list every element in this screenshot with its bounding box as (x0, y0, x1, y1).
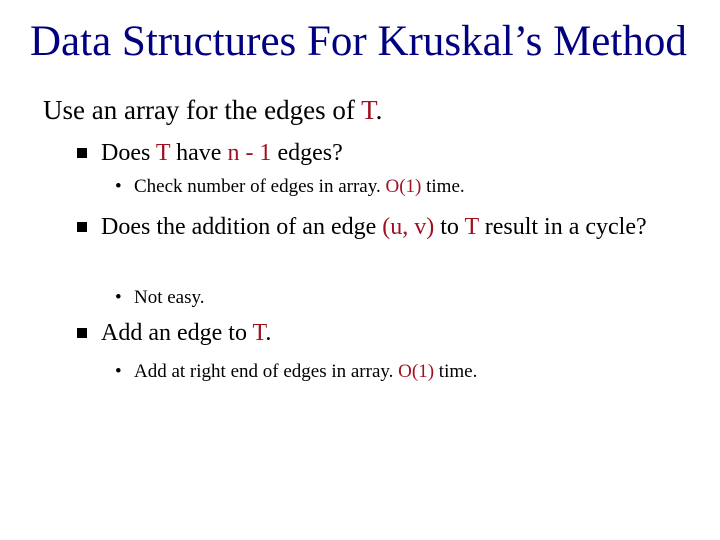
dot-bullet-icon: • (115, 176, 122, 197)
bullet-l2-n-minus-1 (77, 138, 677, 168)
square-bullet-icon (77, 222, 87, 232)
text: time. (434, 361, 478, 382)
bullet-text: Not easy. (134, 287, 205, 308)
text: to (434, 214, 465, 240)
text: . (265, 320, 272, 346)
square-bullet-icon (77, 328, 87, 338)
text-highlight: T (361, 95, 376, 125)
text: Check number of edges in array. (134, 176, 386, 197)
bullet-l1-edges-array (43, 94, 382, 126)
text: Add at right end of edges in array. (134, 361, 399, 382)
dot-bullet-icon: • (115, 287, 122, 308)
slide-title: Data Structures For Kruskal’s Method (30, 18, 687, 65)
text-highlight: T (252, 320, 266, 346)
text-highlight: T (155, 140, 171, 166)
text-highlight: (u, v) (382, 214, 435, 240)
bullet-l3-add-right-end (115, 360, 477, 384)
bullet-text (77, 212, 677, 242)
text: Does (101, 140, 156, 166)
text: time. (421, 176, 465, 197)
bullet-text (77, 318, 677, 348)
bullet-l3-check-count (115, 175, 465, 199)
text: result in a cycle? (478, 214, 647, 240)
text: have (170, 140, 228, 166)
bullet-l2-add-edge (77, 318, 677, 348)
text-highlight: O(1) (398, 361, 435, 382)
dot-bullet-icon: • (115, 361, 122, 382)
text: Does the addition of an edge (101, 214, 383, 240)
square-bullet-icon (77, 148, 87, 158)
text: Add an edge to (101, 320, 253, 346)
text: edges? (271, 140, 343, 166)
text: Use an array for the edges of (43, 95, 362, 125)
text-highlight: n - 1 (227, 140, 272, 166)
bullet-l2-cycle-question (77, 212, 677, 242)
text-highlight: O(1) (385, 176, 422, 197)
bullet-text (115, 175, 465, 199)
text: . (375, 95, 383, 125)
text-highlight: T (464, 214, 479, 240)
bullet-text (77, 138, 677, 168)
bullet-text (115, 360, 477, 384)
bullet-l3-not-easy (115, 286, 205, 310)
